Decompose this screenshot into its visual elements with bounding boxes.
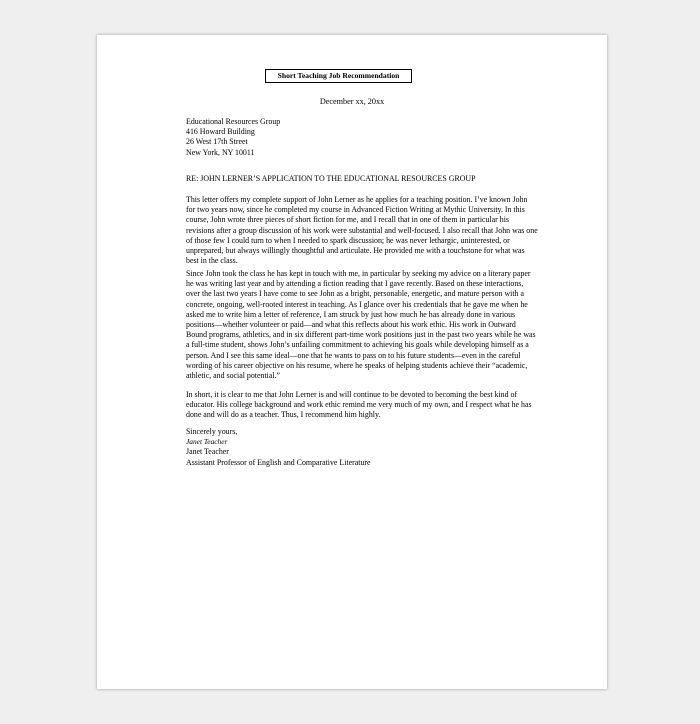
body-paragraph: Since John took the class he has kept in touch with me, in particular by seeking my advice on a literary paper he was writing last year and by attending a fiction reading that I gave recently. Based on these interactions, over the last two years I have come to see John as a bright, personable, energetic, and mature person with a concrete, ongoing, well-rooted interest in teaching. As I glance over his credentials that he gave me when he asked me to write him a letter of reference, I am struck by just how much he has already done in various positions—whether volunteer or paid—and what this reflects about his work ethic. His work in Outward Bound programs, athletics, and in six different part-time work positions just in the past two years while he was a full-time student, shows John’s unfailing commitment to achieving his goals while developing himself as a person. And I see this same ideal—one that he wants to pass on to his future students—even in the careful wording of his career objective on his resume, where he speaks of helping students achieve their “academic, athletic, and social potential.” bbox=[186, 269, 536, 381]
recipient-line: Educational Resources Group bbox=[186, 117, 281, 126]
signature: Janet Teacher bbox=[186, 437, 228, 447]
letter-page bbox=[97, 35, 607, 689]
recipient-address bbox=[186, 117, 538, 158]
letter-date: December xx, 20xx bbox=[319, 97, 385, 106]
signer-name: Janet Teacher bbox=[186, 447, 229, 457]
body-paragraph: This letter offers my complete support of John Lerner as he applies for a teaching position. I’ve known John for two years now, since he completed my course in Advanced Fiction Writing at Mythic University. In this course, John wrote three pieces of short fiction for me, and I recall that in one of them in particular his revisions after a group discussion of his work were substantial and well-focused. I also recall that John was one of those few I could turn to when I needed to spark discussion; he was never lethargic, uninterested, or unprepared, but always willingly thoughtful and articulate. He provided me with a touchstone for what was best in the class. bbox=[186, 195, 538, 266]
recipient-line: 26 West 17th Street bbox=[186, 137, 248, 147]
body-paragraph: In short, it is clear to me that John Lerner is and will continue to be devoted to becoming the best kind of educator. His college background and work ethic remind me very much of my own, and I respect what he has done and will do as a teacher. Thus, I recommend him highly. bbox=[186, 390, 532, 420]
recipient-line: New York, NY 10011 bbox=[186, 147, 255, 157]
closing-block bbox=[186, 427, 538, 468]
recipient-line: 416 Howard Building bbox=[186, 127, 255, 137]
closing-salutation: Sincerely yours, bbox=[186, 427, 238, 436]
signer-title: Assistant Professor of English and Comparative Literature bbox=[186, 457, 371, 467]
subject-line: RE: JOHN LERNER’S APPLICATION TO THE EDUCATIONAL RESOURCES GROUP bbox=[186, 174, 476, 183]
document-title: Short Teaching Job Recommendation bbox=[265, 69, 412, 83]
